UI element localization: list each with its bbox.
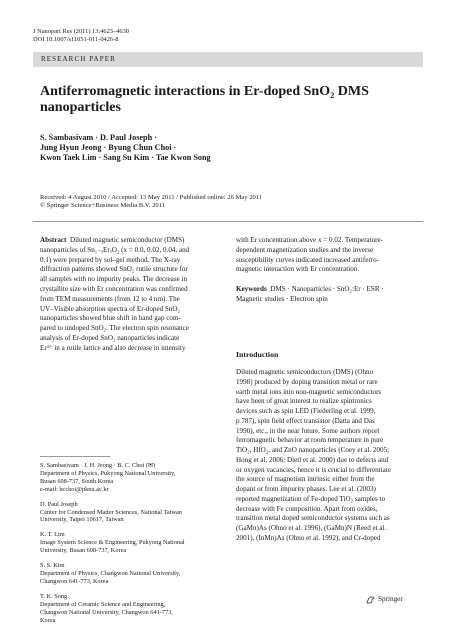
affiliation-line: Center for Condensed Matter Sciences, National Taiwan	[40, 508, 182, 516]
abstract	[40, 236, 218, 354]
abstract-line: UV–Visible absorption spectra of Er-doped SnO₂	[40, 304, 181, 313]
intro-line: 1998) produced by doping transition metal or rare	[236, 377, 378, 386]
abstract-line: Abstract Diluted magnetic semiconductor (DMS)	[40, 236, 185, 244]
intro-line: transition metal doped semiconductor systems such as	[236, 514, 390, 523]
affiliation	[40, 462, 222, 494]
intro-line: the source of magnetism intrinsic either from the	[236, 475, 375, 484]
affiliation-line: T. K. Song	[40, 592, 68, 600]
abstract-line: all samples with no impurity peaks. The decrease in	[40, 275, 188, 284]
affiliation-line: S. Sambasivam · J. H. Jeong · B. C. Choi (✉)	[40, 462, 156, 469]
abstract-line: diffraction patterns showed SnO₂ rutile structure for	[40, 265, 188, 274]
affiliation	[40, 501, 222, 525]
affiliation-line: S. S. Kim	[40, 562, 65, 570]
intro-line: or oxygen vacancies, hence it is crucial to differentiate	[236, 465, 391, 474]
intro-line: (GaMn)As (Ohno et al. 1996), (GaMn)N (Reed et al.	[236, 524, 387, 532]
affiliation-line: D. Paul Joseph	[40, 500, 78, 508]
publisher-name: Springer	[378, 595, 403, 603]
affiliations	[40, 462, 222, 631]
author-line: S. Sambasivam · D. Paul Joseph ·	[40, 133, 157, 142]
intro-line: reported magnetization of Fe-doped TiO₂ samples to	[236, 494, 386, 503]
abstract-line: pared to undoped SnO₂. The electron spin resonance	[40, 324, 189, 333]
date-history: Received: 4 August 2010 / Accepted: 13 May 2011 / Published online: 26 May 2011	[40, 194, 263, 201]
intro-line: 2001), (InMn)As (Ohno et al. 1992), and Cr-doped	[236, 533, 381, 542]
author-list	[40, 133, 340, 164]
footnote-divider	[40, 456, 110, 457]
keywords	[236, 285, 414, 305]
affiliation-line: Department of Ceramic Science and Engineering,	[40, 600, 166, 608]
intro-line: Diluted magnetic semiconductors (DMS) (Ohno	[236, 368, 374, 376]
intro-line: ferromagnetic behavior at room temperature in pure	[236, 436, 384, 445]
intro-line: decrease with Fe composition. Apart from oxides,	[236, 504, 378, 513]
intro-line: dopant or from impurity phases. Lee et al. (2003)	[236, 485, 376, 493]
doi: DOI 10.1007/s11051-011-0426-8	[33, 36, 119, 43]
article-title	[40, 84, 420, 116]
affiliation	[40, 562, 222, 586]
abstract-line: analysis of Er-doped SnO₂ nanoparticles indicate	[40, 333, 180, 342]
intro-line: 1990), etc., in the near future. Some authors report	[236, 426, 380, 435]
affiliation-line: Image System Science & Engineering, Pukyong National	[40, 539, 185, 547]
title-line: nanoparticles	[40, 100, 121, 115]
divider	[33, 221, 423, 222]
abstract-line: nanoparticles showed blue shift in band gap com-	[40, 314, 181, 323]
copyright: © Springer Science+Business Media B.V. 2011	[40, 202, 166, 210]
journal-header	[33, 28, 129, 44]
affiliation-line: Department of Physics, Pukyong National University,	[40, 469, 176, 477]
introduction-heading: Introduction	[236, 350, 279, 359]
intro-line: have been of great interest to realize spintronics	[236, 397, 372, 406]
abstract-line: from TEM measurements (from 12 to 4 nm). The	[40, 294, 180, 303]
affiliation	[40, 531, 222, 555]
affiliation	[40, 593, 222, 625]
affiliation-line: K. T. Lim	[40, 531, 65, 539]
publication-dates	[40, 194, 420, 211]
abstract-line: nanoparticles of Sn₁₋ₓErₓO₂ (x = 0.0, 0.02, 0.04, and	[40, 245, 190, 254]
email-link[interactable]: e-mail: bcchoi@pknu.ac.kr	[40, 485, 109, 493]
abstract-line: with Er concentration above x = 0.02. Temperature-	[236, 236, 383, 244]
intro-line: Hong et al. 2006; Dietl et al. 2000) due to defects and	[236, 455, 389, 464]
abstract-heading: Abstract	[40, 236, 67, 244]
affiliation-line: University, Busan 608-737, Korea	[40, 547, 127, 555]
abstract-continued	[236, 236, 414, 275]
abstract-line: dependent magnetization studies and the inverse	[236, 245, 374, 254]
intro-line: TiO₂, HfO₂, and ZnO nanoparticles (Coey et al. 2005;	[236, 446, 390, 454]
introduction-body	[236, 368, 414, 544]
abstract-line: Er³⁺ in a rutile lattice and also decrease in intensity	[40, 343, 186, 352]
abstract-line: 0.1) were prepared by sol–gel method. The X-ray	[40, 255, 181, 264]
keywords-line: DMS · Nanoparticles · SnO₂:Er · ESR ·	[270, 285, 384, 293]
abstract-line: magnetic interaction with Er concentration.	[236, 265, 360, 274]
affiliation-line: Changwon National University, Changwon 641-773,	[40, 608, 173, 616]
publisher-logo	[366, 595, 403, 604]
abstract-line: susceptibility curves indicated increased antiferro-	[236, 255, 380, 264]
author-line: Jung Hyun Jeong · Byung Chun Choi ·	[40, 143, 177, 153]
affiliation-line: Changwon 641-773, Korea	[40, 577, 109, 585]
author-line: Kwon Taek Lim · Sang Su Kim · Tae Kwon Song	[40, 153, 211, 163]
affiliation-line: Busan 608-737, South Korea	[40, 477, 114, 485]
affiliation-line: Department of Physics, Changwon National University,	[40, 569, 181, 577]
abstract-line: crystallite size with Er concentration was confirmed	[40, 284, 188, 293]
journal-citation: J Nanopart Res (2011) 13:4623–4630	[33, 28, 129, 35]
title-line: Antiferromagnetic interactions in Er-doped SnO₂ DMS	[40, 84, 369, 99]
affiliation-line: Korea	[40, 616, 56, 624]
intro-line: p 787), spin field effect transistor (Datta and Das	[236, 416, 375, 425]
keywords-line: Magnetic studies · Electron spin	[236, 294, 328, 303]
intro-line: earth metal ions into non-magnetic semiconductors	[236, 387, 382, 396]
springer-horse-icon	[366, 596, 375, 604]
affiliation-line: University, Taipei 10617, Taiwan	[40, 516, 124, 524]
intro-line: devices such as spin LED (Fiederling et al. 1999,	[236, 407, 376, 415]
keywords-heading: Keywords	[236, 285, 267, 293]
section-label: RESEARCH PAPER	[41, 55, 116, 63]
